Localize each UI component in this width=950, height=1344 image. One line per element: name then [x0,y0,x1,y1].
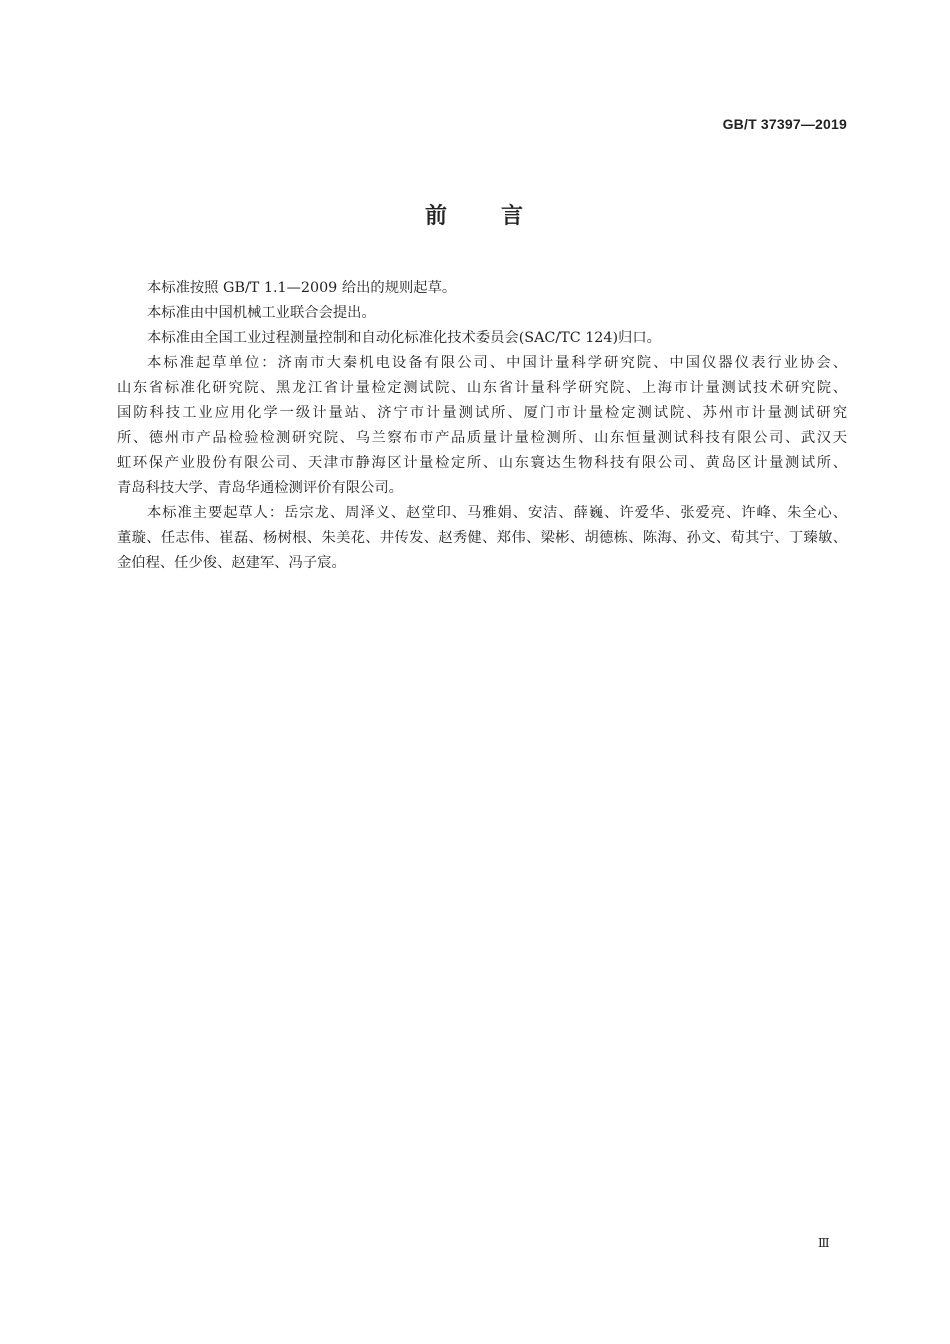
paragraph-line: 本标准按照 GB/T 1.1—2009 给出的规则起草。 [147,280,457,296]
paragraph-line: 本标准起草单位：济南市大秦机电设备有限公司、中国计量科学研究院、中国仪器仪表行业协会、 [147,355,847,371]
title-char: 言 [501,204,526,229]
paragraph-line: 董璇、任志伟、崔磊、杨树根、朱美花、井传发、赵秀健、郑伟、梁彬、胡德栋、陈海、孙文、荀其宁、丁臻敏、 [117,530,847,546]
paragraph [117,326,847,351]
paragraph [117,276,847,301]
page-title [0,199,950,230]
paragraph-line: 本标准由全国工业过程测量控制和自动化标准化技术委员会(SAC/TC 124)归口。 [147,330,661,346]
paragraph [117,301,847,326]
page-number: Ⅲ [818,1236,830,1250]
standard-number: GB/T 37397—2019 [722,116,847,132]
paragraph-line: 金伯程、任少俊、赵建军、冯子宸。 [117,555,346,571]
paragraph [117,501,847,576]
paragraph-line: 国防科技工业应用化学一级计量站、济宁市计量测试所、厦门市计量检定测试院、苏州市计量测试研究 [117,405,847,421]
paragraph-line: 虹环保产业股份有限公司、天津市静海区计量检定所、山东寰达生物科技有限公司、黄岛区计量测试所、 [117,455,847,471]
paragraph [117,351,847,501]
paragraph-line: 山东省标准化研究院、黑龙江省计量检定测试院、山东省计量科学研究院、上海市计量测试技术研究院、 [117,380,847,396]
title-char: 前 [424,204,449,229]
paragraph-line: 本标准由中国机械工业联合会提出。 [147,305,376,321]
foreword-body [117,276,847,576]
paragraph-line: 青岛科技大学、青岛华通检测评价有限公司。 [117,480,403,496]
paragraph-line: 本标准主要起草人：岳宗龙、周泽义、赵堂印、马雅娟、安洁、薛巍、许爱华、张爱亮、许峰、朱全心、 [147,505,847,521]
paragraph-line: 所、德州市产品检验检测研究院、乌兰察布市产品质量计量检测所、山东恒量测试科技有限公司、武汉天 [117,430,847,446]
